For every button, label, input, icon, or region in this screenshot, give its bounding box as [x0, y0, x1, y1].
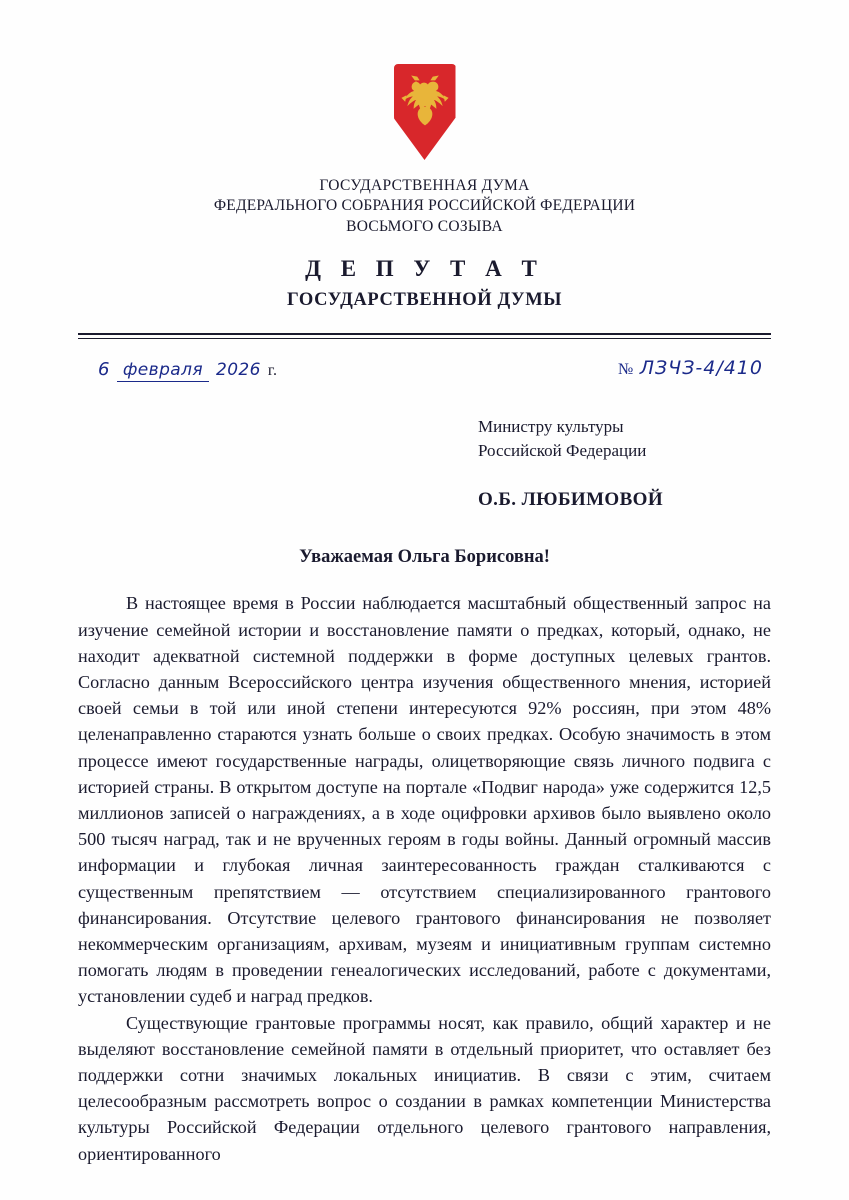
addressee-line-2: Российской Федерации: [478, 441, 647, 461]
header-line-3: ВОСЬМОГО СОЗЫВА: [346, 217, 503, 235]
number-value: ЛЗЧЗ-4/410: [639, 357, 763, 380]
registration-number-block: [618, 357, 763, 379]
body-paragraph-2: Существующие грантовые программы носят, как правило, общий характер и не выделяют восстановление семейной памяти в отдельный приоритет, что оставляет без поддержки сотни значимых локальных инициатив. В связи с этим, считаем целесообразным рассмотреть вопрос о создании в рамках компетенции Министерства культуры Российской Федерации отдельного целевого грантового направления, ориентированного: [78, 1012, 771, 1164]
date-block: [98, 359, 277, 382]
double-headed-eagle-icon: [401, 74, 449, 136]
salutation: Уважаемая Ольга Борисовна!: [299, 547, 550, 568]
meta-row: [78, 351, 771, 397]
addressee-name: О.Б. ЛЮБИМОВОЙ: [478, 489, 664, 511]
header-divider: [78, 333, 771, 339]
russian-coat-of-arms-icon: [394, 64, 456, 160]
date-month: февраля: [117, 360, 209, 382]
header-title: Д Е П У Т А Т: [305, 256, 544, 282]
header-line-1: ГОСУДАРСТВЕННАЯ ДУМА: [319, 177, 530, 194]
number-sign: №: [618, 361, 634, 379]
document-body: [78, 590, 771, 1166]
date-day: 6: [98, 359, 110, 381]
addressee-line-1: Министру культуры: [478, 417, 624, 437]
body-paragraph-1: В настоящее время в России наблюдается масштабный общественный запрос на изучение семейной истории и восстановление памяти о предках, который, однако, не находит адекватной системной поддержки в форме доступных целевых грантов. Согласно данным Всероссийского центра изучения общественного мнения, историей своей семьи в той или иной степени интересуются 92% россиян, при этом 48% целенаправленно стараются узнать больше о своих предках. Особую значимость в этом процессе имеют государственные награды, олицетворяющие связь личного подвига с историей страны. В открытом доступе на портале «Подвиг народа» уже содержится 12,5 миллионов записей о награждениях, а в ходе оцифровки архивов было выявлено около 500 тысяч наград, так и не врученных героям в годы войны. Данный огромный массив информации и глубокая личная заинтересованность граждан сталкиваются с существенным препятствием — отсутствием специализированного грантового финансирования. Отсутствие целевого грантового финансирования не позволяет некоммерческим организациям, архивам, музеям и инициативным группам системно помогать людям в проведении генеалогических исследований, работе с документами, установлении судеб и наград предков.: [78, 593, 771, 1007]
document-header: [78, 176, 771, 312]
date-year: 2026: [215, 360, 261, 381]
emblem-container: [78, 0, 771, 160]
date-suffix: г.: [267, 362, 278, 380]
addressee-block: [478, 415, 771, 463]
header-line-2: ФЕДЕРАЛЬНОГО СОБРАНИЯ РОССИЙСКОЙ ФЕДЕРАЦИИ: [213, 197, 636, 215]
header-subtitle: ГОСУДАРСТВЕННОЙ ДУМЫ: [286, 289, 563, 310]
